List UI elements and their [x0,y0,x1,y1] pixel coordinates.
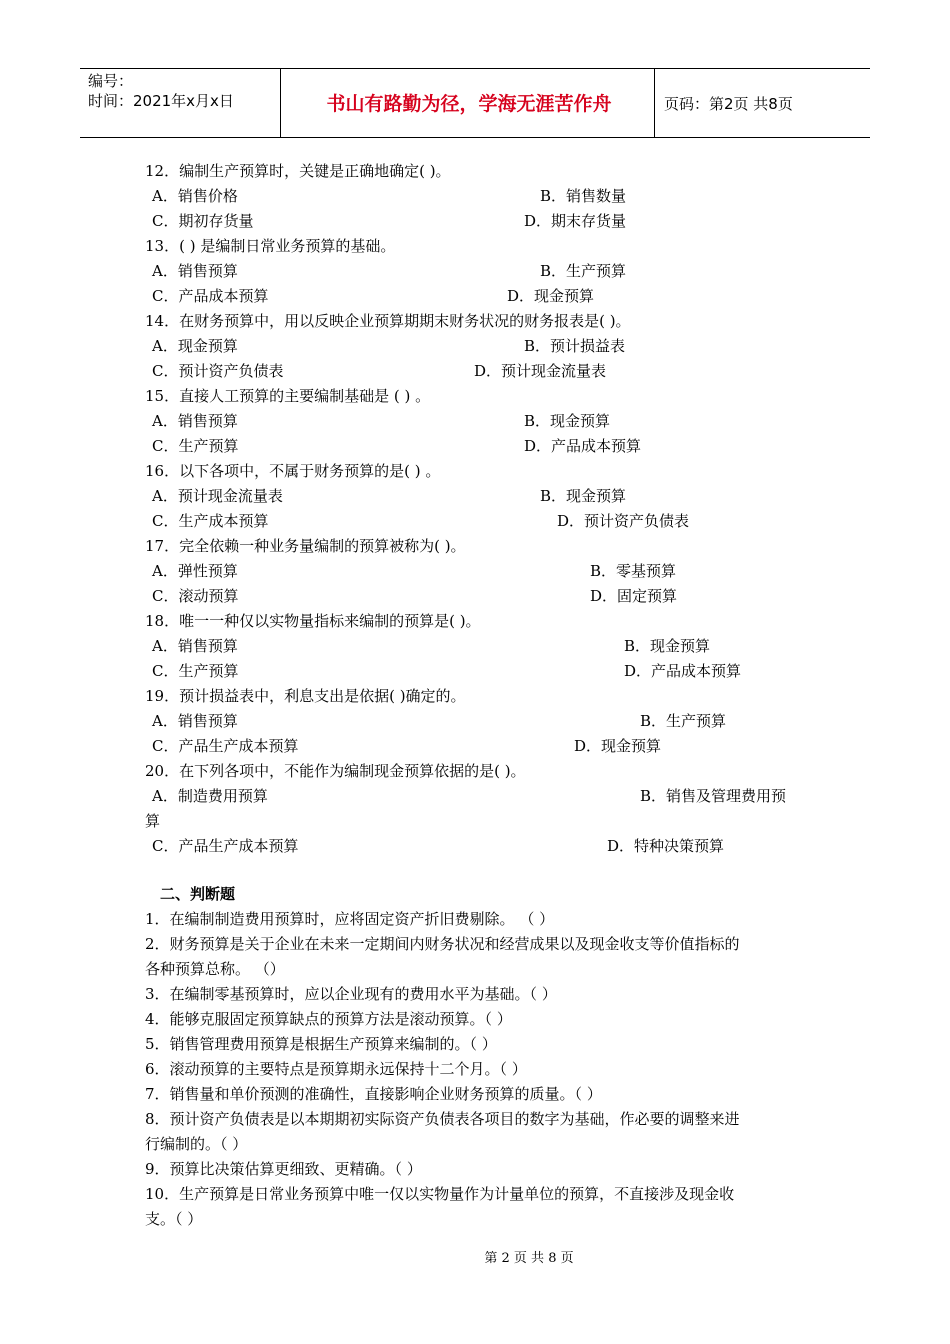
option-a: A．预计现金流量表 [152,487,283,505]
option-b: B．零基预算 [590,562,677,580]
header-meta [88,71,234,111]
judgement-item: 6．滚动预算的主要特点是预算期永远保持十二个月。（ ） [145,1060,527,1078]
header-page-info: 页码：第2页 共8页 [664,95,793,113]
option-d: D．固定预算 [590,587,678,605]
option-b: B．现金预算 [624,637,711,655]
question-stem: 17．完全依赖一种业务量编制的预算被称为( )。 [145,537,466,555]
judgement-item: 10．生产预算是日常业务预算中唯一仅以实物量作为计量单位的预算，不直接涉及现金收 [145,1185,735,1203]
option-b-continued: 算 [145,812,161,830]
option-b: B．生产预算 [540,262,627,280]
question-stem: 18．唯一一种仅以实物量指标来编制的预算是( )。 [145,612,481,630]
option-a: A．销售预算 [152,412,238,430]
option-a: A．销售预算 [152,262,238,280]
option-b: B．现金预算 [540,487,627,505]
option-c: C．预计资产负债表 [152,362,284,380]
option-a: A．现金预算 [152,337,238,355]
option-c: C．生产预算 [152,662,239,680]
option-c: C．产品生产成本预算 [152,737,299,755]
option-a: A．制造费用预算 [152,787,268,805]
question-stem: 19．预计损益表中，利息支出是依据( )确定的。 [145,687,466,705]
option-c: C．期初存货量 [152,212,254,230]
option-c: C．生产成本预算 [152,512,269,530]
option-b: B．生产预算 [640,712,727,730]
option-a: A．弹性预算 [152,562,238,580]
judgement-item: 8．预计资产负债表是以本期期初实际资产负债表各项目的数字为基础，作必要的调整来进 [145,1110,740,1128]
judgement-item: 7．销售量和单价预测的准确性，直接影响企业财务预算的质量。（ ） [145,1085,602,1103]
question-stem: 20．在下列各项中，不能作为编制现金预算依据的是( )。 [145,762,526,780]
page-footer [0,1247,950,1266]
judgement-item: 4．能够克服固定预算缺点的预算方法是滚动预算。（ ） [145,1010,512,1028]
option-b: B．现金预算 [524,412,611,430]
question-stem: 12．编制生产预算时，关键是正确地确定( )。 [145,162,451,180]
judgement-item: 2．财务预算是关于企业在未来一定期间内财务状况和经营成果以及现金收支等价值指标的 [145,935,740,953]
judgement-item-continued: 行编制的。（ ） [145,1135,248,1153]
option-d: D．预计现金流量表 [474,362,607,380]
option-d: D．预计资产负债表 [557,512,690,530]
footer-page-number: 第 2 页 共 8 页 [484,1251,574,1266]
judgement-item-continued: 各种预算总称。 （） [145,960,285,978]
page-header [80,68,870,138]
option-b: B．销售数量 [540,187,627,205]
option-d: D．现金预算 [507,287,595,305]
judgement-item: 1．在编制制造费用预算时，应将固定资产折旧费剔除。 （ ） [145,910,555,928]
header-motto: 书山有路勤为径，学海无涯苦作舟 [326,93,612,115]
option-c: C．生产预算 [152,437,239,455]
option-d: D．特种决策预算 [607,837,725,855]
question-stem: 14．在财务预算中，用以反映企业预算期期末财务状况的财务报表是( )。 [145,312,631,330]
judgement-item-continued: 支。（ ） [145,1210,203,1228]
section-title: 二、判断题 [160,885,236,903]
question-stem: 16．以下各项中，不属于财务预算的是( ) 。 [145,462,441,480]
header-divider [654,69,655,137]
option-a: A．销售预算 [152,637,238,655]
option-d: D．产品成本预算 [524,437,642,455]
option-d: D．现金预算 [574,737,662,755]
header-time: 时间：2021年x月x日 [88,92,234,110]
option-d: D．期末存货量 [524,212,627,230]
option-c: C．滚动预算 [152,587,239,605]
question-stem: 13．( ) 是编制日常业务预算的基础。 [145,237,396,255]
judgement-item: 5．销售管理费用预算是根据生产预算来编制的。（ ） [145,1035,497,1053]
judgement-item: 9．预算比决策估算更细致、更精确。（ ） [145,1160,422,1178]
option-c: C．产品成本预算 [152,287,269,305]
judgement-item: 3．在编制零基预算时，应以企业现有的费用水平为基础。（ ） [145,985,557,1003]
option-a: A．销售价格 [152,187,238,205]
option-a: A．销售预算 [152,712,238,730]
question-stem: 15．直接人工预算的主要编制基础是 ( ) 。 [145,387,431,405]
header-number: 编号： [88,72,134,90]
option-b: B．预计损益表 [524,337,626,355]
header-divider [280,69,281,137]
option-c: C．产品生产成本预算 [152,837,299,855]
option-b: B．销售及管理费用预 [640,787,787,805]
option-d: D．产品成本预算 [624,662,742,680]
